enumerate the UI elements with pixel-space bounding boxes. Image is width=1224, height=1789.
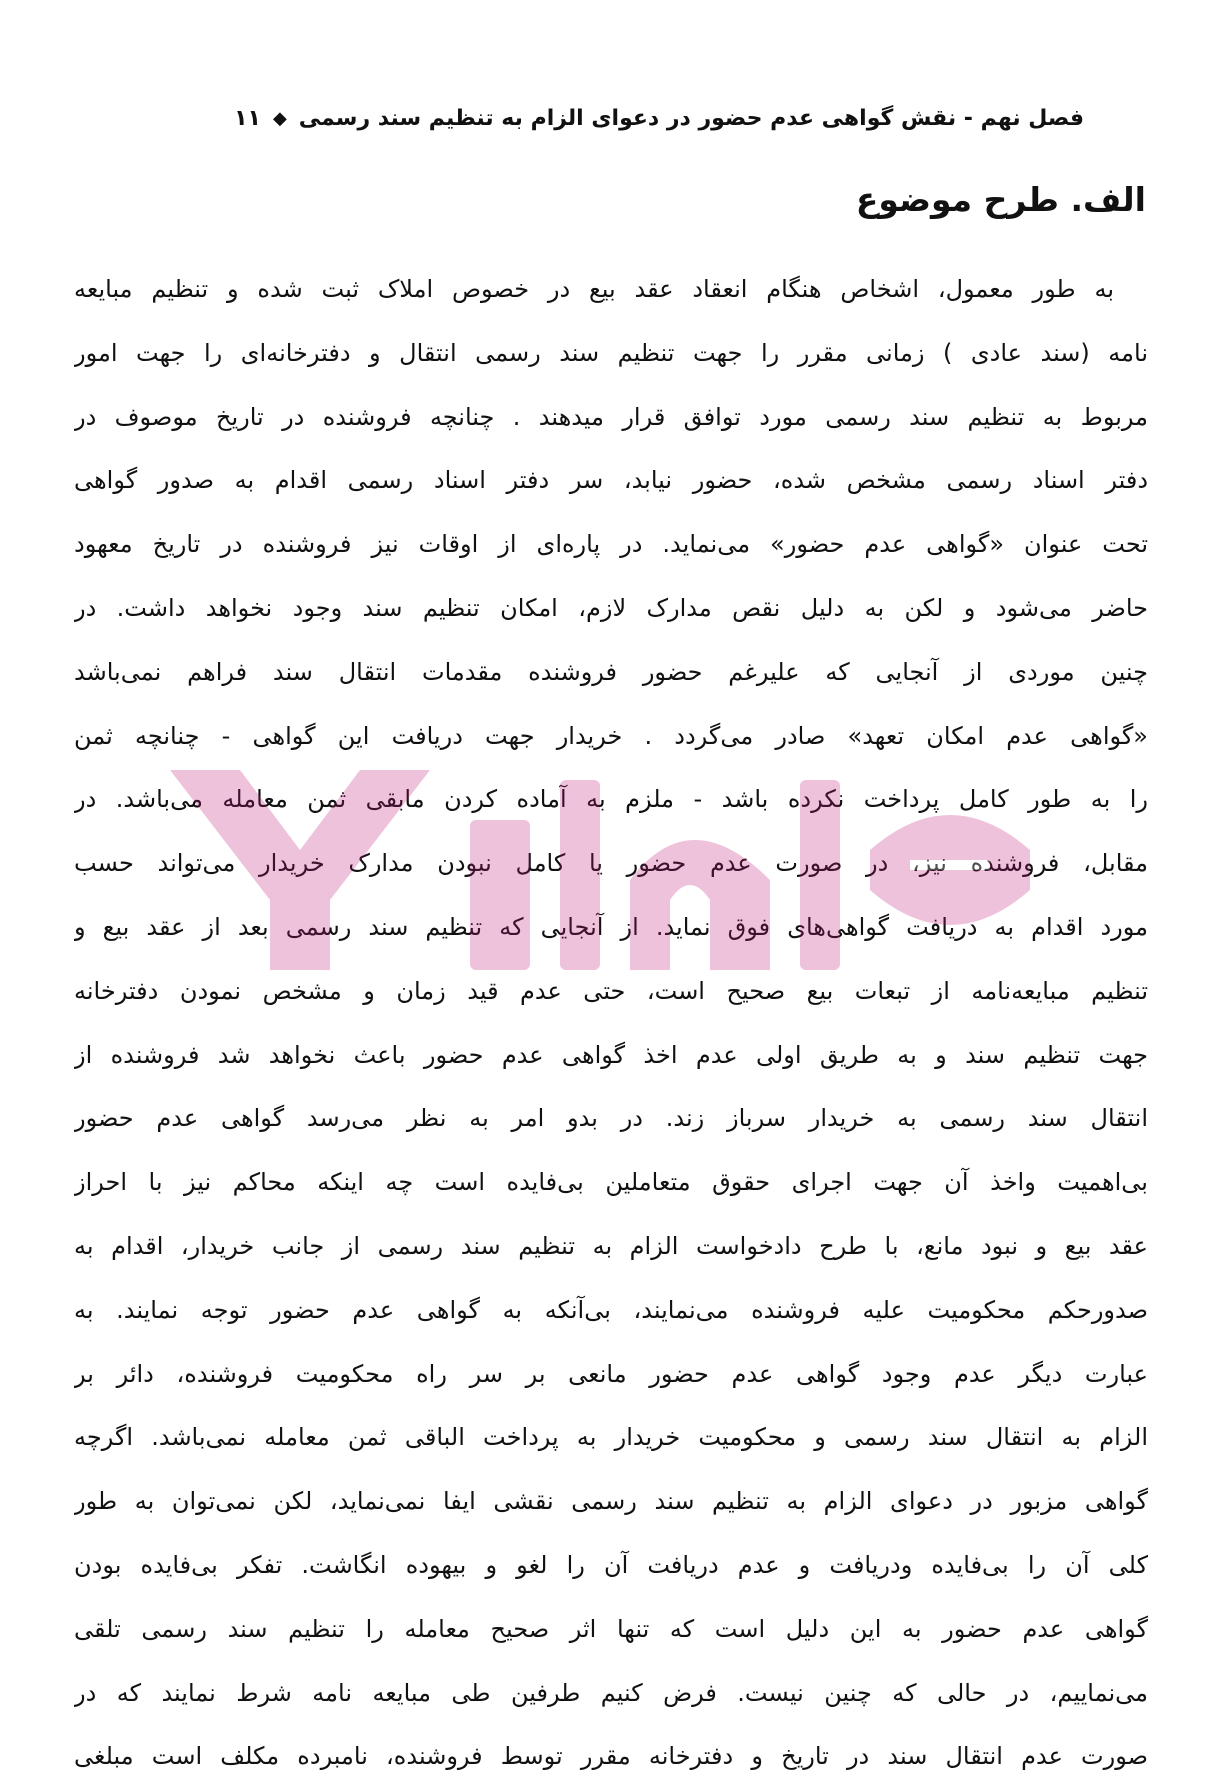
paragraph-line: کلی آن را بی‌فایده ودریافت و عدم دریافت آن را لغو و بیهوده انگاشت. تفکر بی‌فایده بودن xyxy=(74,1550,1148,1579)
paragraph-line: مورد اقدام به دریافت گواهی‌های فوق نماید. از آنجایی که تنظیم سند رسمی بعد از عقد بیع و xyxy=(74,912,1148,941)
chapter-title: فصل نهم - نقش گواهی عدم حضور در دعوای الزام به تنظیم سند رسمی xyxy=(298,105,1084,131)
paragraph-line: عبارت دیگر عدم وجود گواهی عدم حضور مانعی بر سر راه محکومیت فروشنده، دائر بر xyxy=(74,1359,1148,1388)
diamond-icon: ◆ xyxy=(272,107,287,129)
paragraph-line: عقد بیع و نبود مانع، با طرح دادخواست الزام به تنظیم سند رسمی از جانب خریدار، اقدام به xyxy=(74,1231,1148,1260)
paragraph-line: به طور معمول، اشخاص هنگام انعقاد عقد بیع در خصوص املاک ثبت شده و تنظیم مبایعه xyxy=(74,275,1114,303)
running-header xyxy=(140,98,1084,138)
page-number: ۱۱ xyxy=(234,105,261,131)
paragraph-line: مقابل، فروشنده نیز، در صورت عدم حضور یا کامل نبودن مدارک خریدار می‌تواند حسب xyxy=(74,849,1148,878)
paragraph-line: انتقال سند رسمی به خریدار سرباز زند. در بدو امر به نظر می‌رسد گواهی عدم حضور xyxy=(74,1104,1148,1133)
paragraph-line: صورت عدم انتقال سند در تاریخ و دفترخانه مقرر توسط فروشنده، نامبرده مکلف است مبلغی xyxy=(74,1742,1148,1771)
paragraph-line: می‌نماییم، در حالی که چنین نیست. فرض کنیم طرفین طی مبایعه نامه شرط نمایند که در xyxy=(74,1678,1148,1707)
paragraph-line: بی‌اهمیت واخذ آن جهت اجرای حقوق متعاملین بی‌فایده است چه اینکه محاکم نیز با احراز xyxy=(74,1168,1148,1197)
body-paragraph xyxy=(74,258,1148,1789)
paragraph-line: تنظیم مبایعه‌نامه از تبعات بیع صحیح است، حتی عدم قید زمان و مشخص نمودن دفترخانه xyxy=(74,976,1148,1005)
paragraph-line: «گواهی عدم امکان تعهد» صادر می‌گردد . خریدار جهت دریافت این گواهی - چنانچه ثمن xyxy=(74,721,1148,750)
paragraph-line: گواهی عدم حضور به این دلیل است که تنها اثر صحیح معامله را تنظیم سند رسمی تلقی xyxy=(74,1614,1148,1643)
paragraph-line: را به طور کامل پرداخت نکرده باشد - ملزم به آماده کردن مابقی ثمن معامله می‌باشد. در xyxy=(74,785,1148,814)
paragraph-line: گواهی مزبور در دعوای الزام به تنظیم سند رسمی نقشی ایفا نمی‌نماید، لکن نمی‌توان به طور xyxy=(74,1487,1148,1516)
paragraph-line: صدورحکم محکومیت علیه فروشنده می‌نمایند، بی‌آنکه به گواهی عدم حضور توجه نمایند. به xyxy=(74,1295,1148,1324)
paragraph-line: تحت عنوان «گواهی عدم حضور» می‌نماید. در پاره‌ای از اوقات نیز فروشنده در تاریخ معهود xyxy=(74,530,1148,559)
paragraph-line: دفتر اسناد رسمی مشخص شده، حضور نیابد، سر دفتر اسناد رسمی اقدام به صدور گواهی xyxy=(74,466,1148,495)
paragraph-line: چنین موردی از آنجایی که علیرغم حضور فروشنده مقدمات انتقال سند فراهم نمی‌باشد xyxy=(74,657,1148,686)
section-heading: الف. طرح موضوع xyxy=(855,180,1146,219)
paragraph-line: حاضر می‌شود و لکن به دلیل نقص مدارک لازم، امکان تنظیم سند وجود نخواهد داشت. در xyxy=(74,593,1148,622)
paragraph-line: مربوط به تنظیم سند رسمی مورد توافق قرار میدهند . چنانچه فروشنده در تاریخ موصوف در xyxy=(74,402,1148,431)
paragraph-line: جهت تنظیم سند و به طریق اولی عدم اخذ گواهی عدم حضور باعث نخواهد شد فروشنده از xyxy=(74,1040,1148,1069)
paragraph-line: الزام به انتقال سند رسمی و محکومیت خریدار به پرداخت الباقی ثمن معامله نمی‌باشد. اگرچه xyxy=(74,1423,1148,1452)
paragraph-line: نامه (سند عادی ) زمانی مقرر را جهت تنظیم سند رسمی انتقال و دفترخانه‌ای را جهت امور xyxy=(74,338,1148,367)
